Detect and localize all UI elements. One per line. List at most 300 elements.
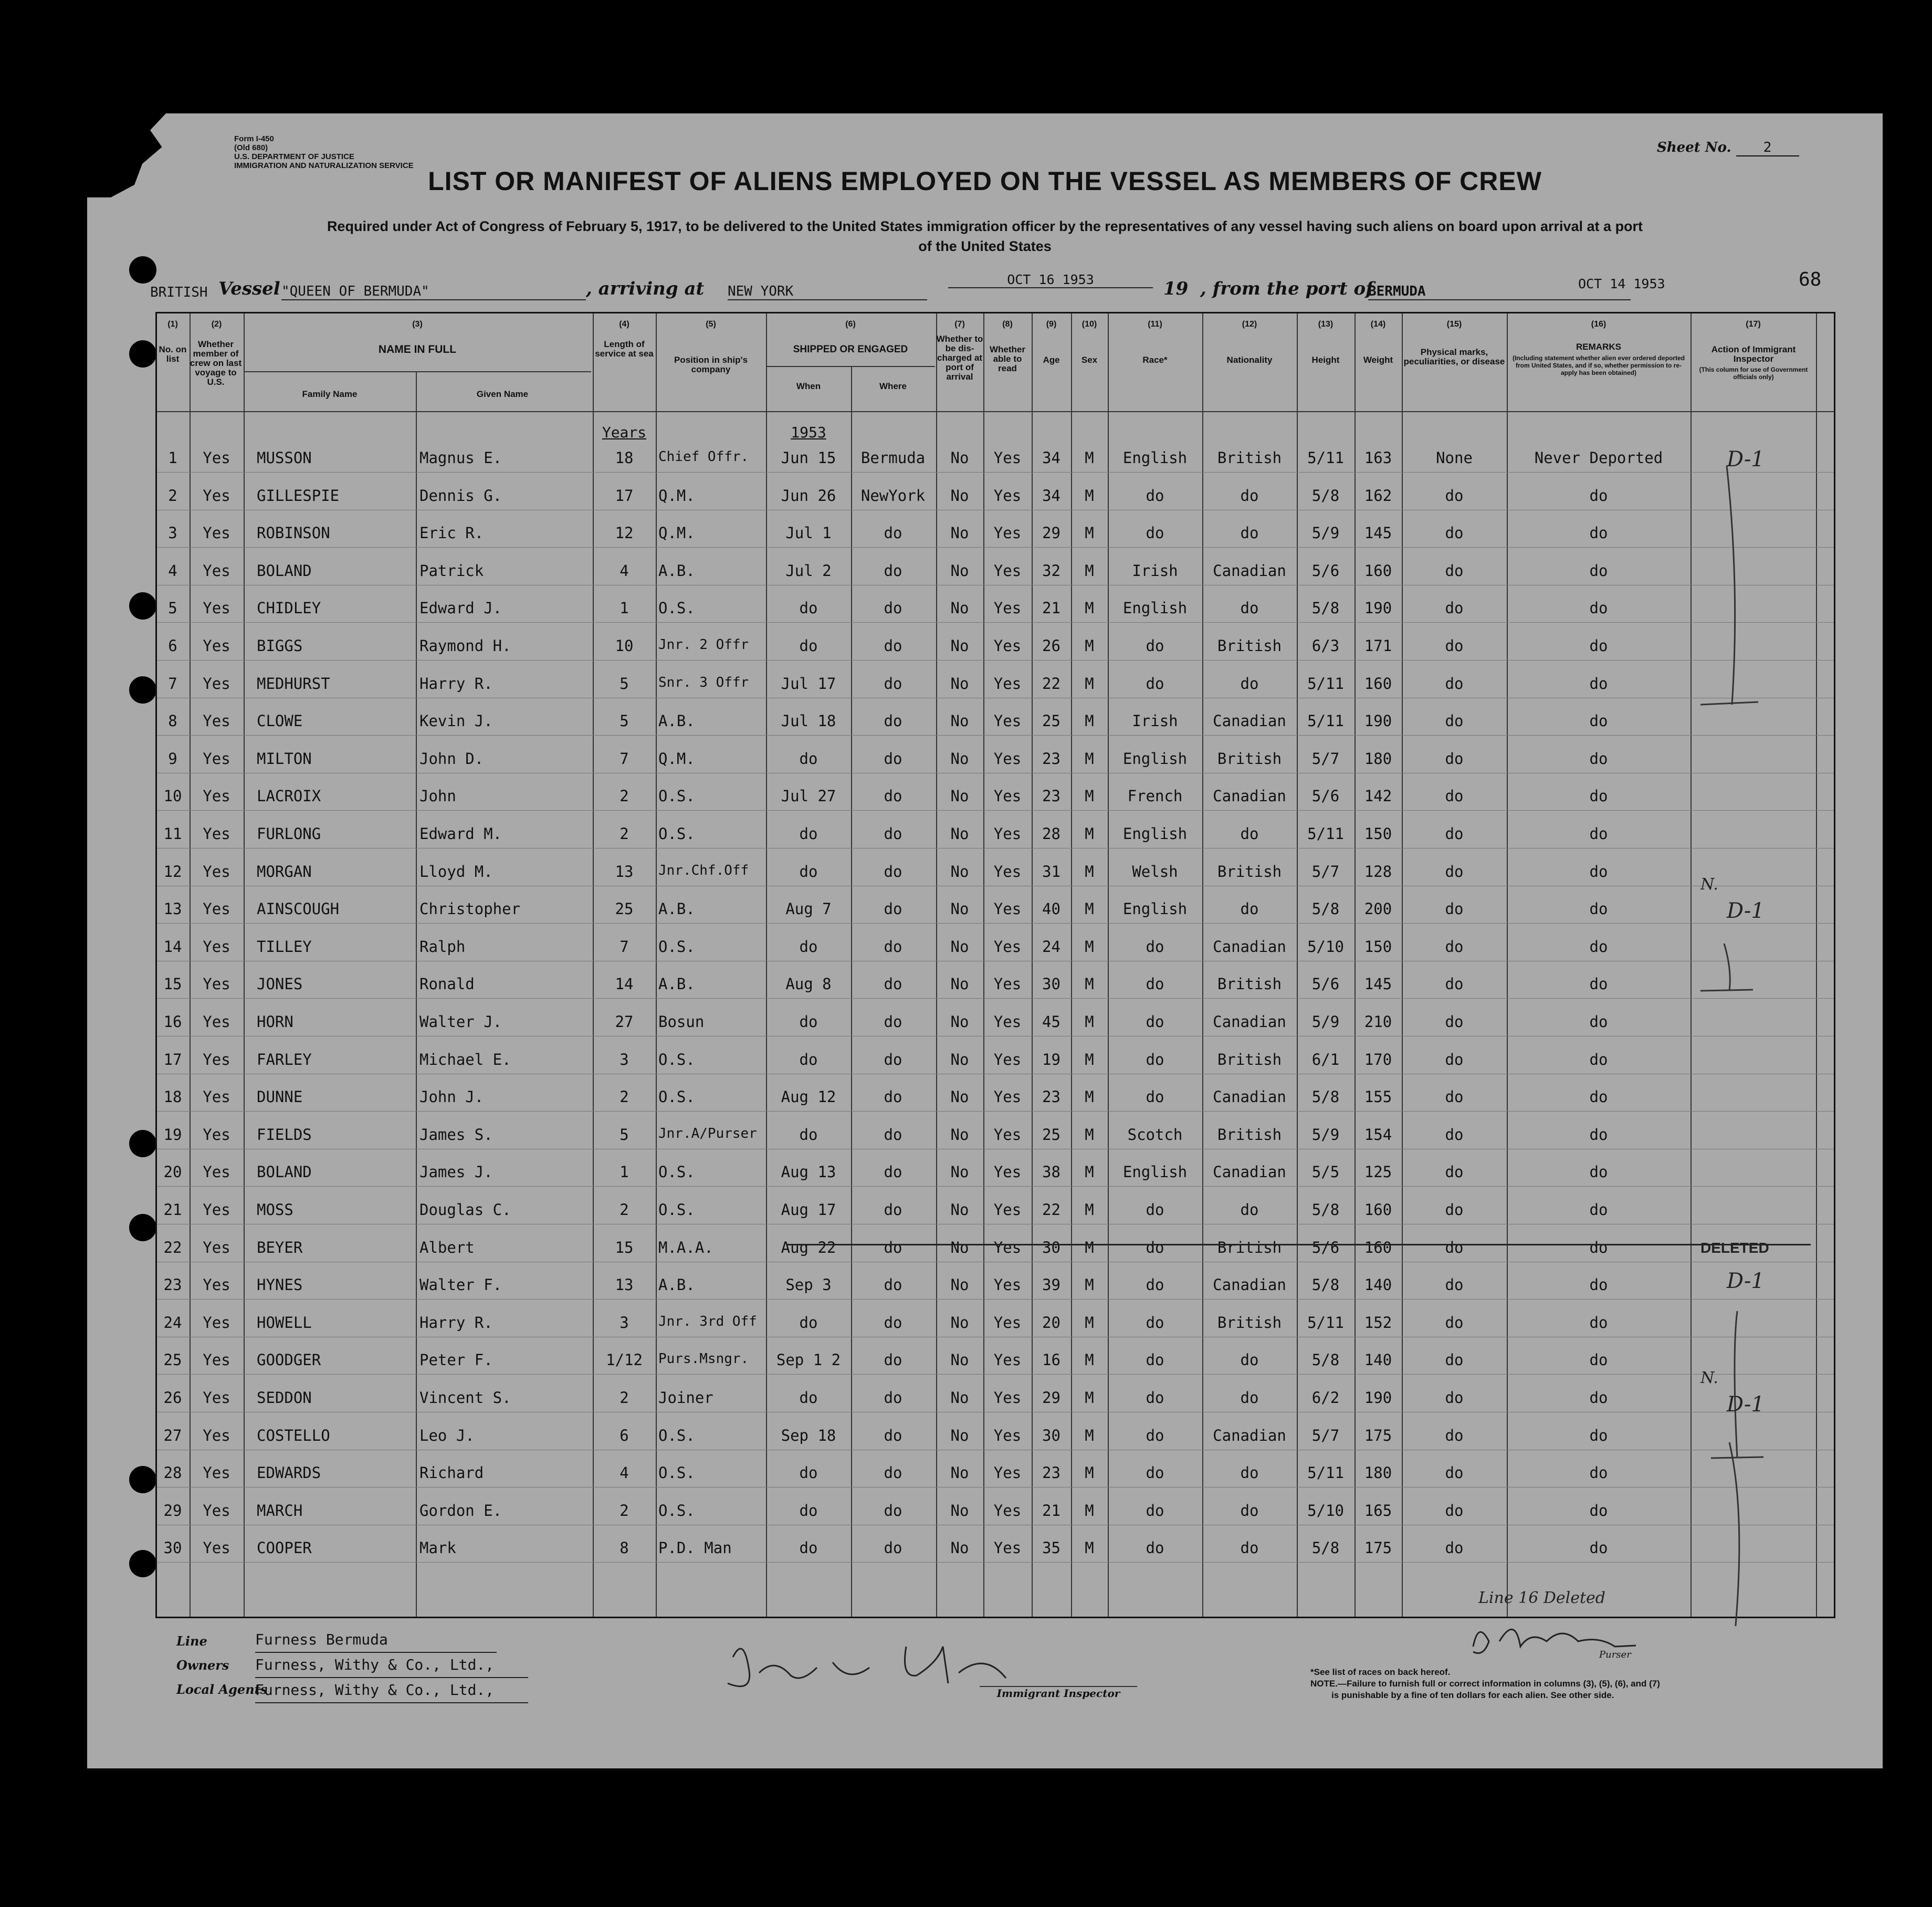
length-service: 15 xyxy=(615,1238,634,1256)
weight: 125 xyxy=(1364,1163,1392,1181)
sex: M xyxy=(1085,937,1094,956)
to-be-discharged: No xyxy=(950,1313,969,1332)
able-to-read: Yes xyxy=(993,1389,1022,1407)
column-number: (17) xyxy=(1746,320,1761,329)
nationality: Canadian xyxy=(1213,1163,1286,1181)
length-service: 2 xyxy=(620,787,629,805)
physical-marks: do xyxy=(1445,1351,1464,1369)
length-service: 18 xyxy=(615,449,634,467)
shipped-where: NewYork xyxy=(860,486,926,505)
age: 22 xyxy=(1042,1201,1060,1219)
shipped-when: do xyxy=(799,1313,818,1332)
weight: 170 xyxy=(1364,1050,1392,1068)
punch-hole xyxy=(129,592,156,620)
nationality: Canadian xyxy=(1213,712,1286,730)
race: do xyxy=(1146,1276,1164,1294)
family-name: COSTELLO xyxy=(257,1426,330,1444)
shipped-when: do xyxy=(799,1389,818,1407)
column-line xyxy=(936,313,937,1617)
sheet-number xyxy=(1657,140,1799,156)
last-voyage: Yes xyxy=(203,1050,230,1068)
height: 5/5 xyxy=(1311,1163,1340,1181)
shipped-when: do xyxy=(799,825,818,843)
nationality: British xyxy=(1217,975,1282,993)
year-label: 19 xyxy=(1163,278,1189,299)
shipped-where: do xyxy=(884,1013,902,1031)
last-voyage: Yes xyxy=(203,599,230,617)
physical-marks: do xyxy=(1445,1539,1464,1557)
race: do xyxy=(1146,486,1164,505)
remarks: do xyxy=(1589,1088,1608,1106)
column-number: (12) xyxy=(1242,320,1257,329)
length-service: 27 xyxy=(615,1013,634,1031)
length-service: 2 xyxy=(620,1501,629,1520)
length-service: 2 xyxy=(620,1201,629,1219)
row-number: 20 xyxy=(163,1163,182,1181)
arrival-date-stamp: OCT 16 1953 xyxy=(948,272,1153,288)
height: 5/6 xyxy=(1311,561,1340,580)
remarks: do xyxy=(1589,674,1608,693)
physical-marks: do xyxy=(1445,1313,1464,1332)
column-number: (10) xyxy=(1082,320,1097,329)
weight: 180 xyxy=(1364,749,1392,768)
physical-marks: do xyxy=(1445,1125,1464,1144)
weight: 175 xyxy=(1364,1539,1392,1557)
race: Irish xyxy=(1132,561,1178,580)
inspector-mark-n: N. xyxy=(1700,1369,1718,1387)
length-service: 7 xyxy=(620,937,629,956)
length-service: 3 xyxy=(620,1313,629,1332)
weight: 162 xyxy=(1364,486,1392,505)
nationality: do xyxy=(1240,1464,1259,1482)
age: 16 xyxy=(1042,1351,1060,1369)
length-service: 13 xyxy=(615,1276,634,1294)
shipped-where: do xyxy=(884,937,902,956)
last-voyage: Yes xyxy=(203,749,230,768)
height: 5/11 xyxy=(1307,712,1344,730)
age: 26 xyxy=(1042,637,1060,655)
family-name: GOODGER xyxy=(257,1351,321,1369)
shipped-where: do xyxy=(884,712,902,730)
given-name: Albert xyxy=(419,1238,475,1256)
to-be-discharged: No xyxy=(950,1464,969,1482)
race: do xyxy=(1146,1313,1164,1332)
shipped-where: do xyxy=(884,1389,902,1407)
remarks: do xyxy=(1589,900,1608,918)
nationality: Canadian xyxy=(1213,937,1286,956)
page-title: LIST OR MANIFEST OF ALIENS EMPLOYED ON THE VESSEL AS MEMBERS OF CREW xyxy=(428,166,1542,196)
length-service: 17 xyxy=(615,486,634,505)
nationality: British xyxy=(1217,1050,1282,1068)
row-number: 26 xyxy=(163,1389,182,1407)
able-to-read: Yes xyxy=(993,937,1022,956)
position: Purs.Msngr. xyxy=(658,1351,749,1367)
height: 6/3 xyxy=(1311,637,1340,655)
position: A.B. xyxy=(658,900,695,918)
physical-marks: do xyxy=(1445,1050,1464,1068)
inspector-mark-d1: D-1 xyxy=(1727,899,1765,923)
footer-notes xyxy=(1310,1667,1660,1701)
row-rule xyxy=(157,660,1834,661)
remarks: do xyxy=(1589,749,1608,768)
position: Q.M. xyxy=(658,486,695,505)
race: Irish xyxy=(1132,712,1178,730)
position: O.S. xyxy=(658,1088,695,1106)
remarks: do xyxy=(1589,787,1608,805)
given-name: Michael E. xyxy=(419,1050,511,1068)
row-number: 23 xyxy=(163,1276,182,1294)
to-be-discharged: No xyxy=(950,524,969,542)
height: 5/9 xyxy=(1311,1125,1340,1144)
last-voyage: Yes xyxy=(203,900,230,918)
shipped-when: do xyxy=(799,1050,818,1068)
header-given-name: Given Name xyxy=(476,389,529,399)
nationality: do xyxy=(1240,486,1259,505)
to-be-discharged: No xyxy=(950,1389,969,1407)
remarks: do xyxy=(1589,1013,1608,1031)
shipped-where: do xyxy=(884,787,902,805)
physical-marks: do xyxy=(1445,1276,1464,1294)
nationality: British xyxy=(1217,1313,1282,1332)
header-action: Action of Immigrant Inspector xyxy=(1711,344,1796,364)
length-service: 13 xyxy=(615,862,634,881)
physical-marks: do xyxy=(1445,1088,1464,1106)
race: do xyxy=(1146,1539,1164,1557)
column-line xyxy=(1071,313,1072,1617)
header-shipped: SHIPPED OR ENGAGED xyxy=(793,344,908,355)
sex: M xyxy=(1085,1539,1094,1557)
column-line xyxy=(1507,313,1508,1617)
length-service: 5 xyxy=(620,712,629,730)
height: 5/10 xyxy=(1307,1501,1344,1520)
nationality: British xyxy=(1217,449,1282,467)
header-family-name: Family Name xyxy=(302,389,358,399)
age: 25 xyxy=(1042,712,1060,730)
height: 5/11 xyxy=(1307,1313,1344,1332)
weight: 140 xyxy=(1364,1351,1392,1369)
position: O.S. xyxy=(658,1201,695,1219)
local-agents-label: Local Agents xyxy=(176,1682,268,1697)
length-service: 10 xyxy=(615,637,634,655)
row-number: 3 xyxy=(168,524,177,542)
inspector-mark-d1: D-1 xyxy=(1727,1392,1765,1417)
last-voyage: Yes xyxy=(203,937,230,956)
row-number: 28 xyxy=(163,1464,182,1482)
race: do xyxy=(1146,524,1164,542)
column-number: (13) xyxy=(1318,320,1334,329)
row-rule xyxy=(157,1374,1834,1375)
length-service: 3 xyxy=(620,1050,629,1068)
age: 23 xyxy=(1042,1088,1060,1106)
column-number: (1) xyxy=(167,320,178,329)
column-line xyxy=(1402,313,1403,1617)
position: O.S. xyxy=(658,1426,695,1444)
to-be-discharged: No xyxy=(950,599,969,617)
given-name: Vincent S. xyxy=(419,1389,511,1407)
last-voyage: Yes xyxy=(203,825,230,843)
header-action-sub: (This column for use of Government officials only) xyxy=(1699,366,1808,381)
race: do xyxy=(1146,1501,1164,1520)
race: English xyxy=(1122,749,1188,768)
able-to-read: Yes xyxy=(993,1313,1022,1332)
owners-value: Furness, Withy & Co., Ltd., xyxy=(255,1653,528,1678)
length-service: 5 xyxy=(620,674,629,693)
header-remarks-sub: (Including statement whether alien ever ordered deported from United States, and if so, whether permission to re-apply has been obtained) xyxy=(1512,354,1685,376)
race: do xyxy=(1146,1013,1164,1031)
shipped-where: do xyxy=(884,825,902,843)
able-to-read: Yes xyxy=(993,1351,1022,1369)
nationality: do xyxy=(1240,1201,1259,1219)
age: 29 xyxy=(1042,524,1060,542)
nationality: do xyxy=(1240,900,1259,918)
column-number: (9) xyxy=(1046,320,1057,329)
to-be-discharged: No xyxy=(950,1426,969,1444)
footer-values xyxy=(255,1628,528,1703)
able-to-read: Yes xyxy=(993,486,1022,505)
last-voyage: Yes xyxy=(203,561,230,580)
height: 5/8 xyxy=(1311,900,1340,918)
nationality: Canadian xyxy=(1213,1088,1286,1106)
able-to-read: Yes xyxy=(993,524,1022,542)
subtitle-line-2: of the United States xyxy=(918,238,1052,254)
physical-marks: do xyxy=(1445,1426,1464,1444)
shipped-when: Aug 12 xyxy=(781,1088,836,1106)
row-rule xyxy=(157,923,1834,924)
remarks: do xyxy=(1589,1501,1608,1520)
physical-marks: do xyxy=(1445,1163,1464,1181)
purser-label: Purser xyxy=(1599,1649,1631,1660)
last-voyage: Yes xyxy=(203,862,230,881)
to-be-discharged: No xyxy=(950,1125,969,1144)
physical-marks: do xyxy=(1445,1013,1464,1031)
height: 5/9 xyxy=(1311,1013,1340,1031)
shipped-where: do xyxy=(884,674,902,693)
height: 5/8 xyxy=(1311,1088,1340,1106)
able-to-read: Yes xyxy=(993,561,1022,580)
family-name: MORGAN xyxy=(257,862,312,881)
height: 5/6 xyxy=(1311,787,1340,805)
punch-hole xyxy=(129,1130,156,1157)
nationality: do xyxy=(1240,1501,1259,1520)
physical-marks: do xyxy=(1445,937,1464,956)
row-number: 13 xyxy=(163,900,182,918)
given-name: Douglas C. xyxy=(419,1201,511,1219)
to-be-discharged: No xyxy=(950,637,969,655)
age: 20 xyxy=(1042,1313,1060,1332)
sex: M xyxy=(1085,599,1094,617)
last-voyage: Yes xyxy=(203,1125,230,1144)
physical-marks: do xyxy=(1445,674,1464,693)
header-race: Race* xyxy=(1142,355,1168,365)
nationality: do xyxy=(1240,1539,1259,1557)
row-number: 15 xyxy=(163,975,182,993)
family-name: TILLEY xyxy=(257,937,312,956)
weight: 140 xyxy=(1364,1276,1392,1294)
family-name: MARCH xyxy=(257,1501,303,1520)
height: 5/6 xyxy=(1311,1238,1340,1256)
sex: M xyxy=(1085,561,1094,580)
row-rule xyxy=(157,998,1834,999)
physical-marks: do xyxy=(1445,1464,1464,1482)
position: Chief Offr. xyxy=(658,449,749,465)
remarks: do xyxy=(1589,1539,1608,1557)
able-to-read: Yes xyxy=(993,1276,1022,1294)
age: 35 xyxy=(1042,1539,1060,1557)
age: 21 xyxy=(1042,599,1060,617)
row-rule xyxy=(157,622,1834,623)
given-name: John xyxy=(419,787,456,805)
last-voyage: Yes xyxy=(203,674,230,693)
strike-line-row-16 xyxy=(787,1244,1811,1245)
position: Jnr. 3rd Off xyxy=(658,1313,757,1329)
shipped-where: do xyxy=(884,1276,902,1294)
able-to-read: Yes xyxy=(993,712,1022,730)
shipped-where: do xyxy=(884,1201,902,1219)
shipped-where: do xyxy=(884,1426,902,1444)
crew-table xyxy=(155,312,1835,1618)
form-number: Form I-450 xyxy=(234,134,274,143)
age: 31 xyxy=(1042,862,1060,881)
sex: M xyxy=(1085,900,1094,918)
race: English xyxy=(1122,599,1188,617)
sex: M xyxy=(1085,825,1094,843)
family-name: JONES xyxy=(257,975,303,993)
shipped-where: do xyxy=(884,524,902,542)
length-service: 2 xyxy=(620,1389,629,1407)
shipped-where: do xyxy=(884,1501,902,1520)
last-voyage: Yes xyxy=(203,524,230,542)
last-voyage: Yes xyxy=(203,1276,230,1294)
family-name: MEDHURST xyxy=(257,674,330,693)
row-number: 17 xyxy=(163,1050,182,1068)
position: Jnr.Chf.Off xyxy=(658,862,749,878)
height: 5/8 xyxy=(1311,486,1340,505)
race: do xyxy=(1146,1389,1164,1407)
last-voyage: Yes xyxy=(203,1351,230,1369)
row-rule xyxy=(157,810,1834,811)
physical-marks: do xyxy=(1445,900,1464,918)
family-name: HOWELL xyxy=(257,1313,312,1332)
given-name: Gordon E. xyxy=(419,1501,502,1520)
position: Bosun xyxy=(658,1013,705,1031)
able-to-read: Yes xyxy=(993,637,1022,655)
able-to-read: Yes xyxy=(993,1125,1022,1144)
header-position: Position in ship's company xyxy=(674,355,748,374)
deleted-stamp: DELETED xyxy=(1700,1240,1769,1256)
race: do xyxy=(1146,1088,1164,1106)
row-number: 10 xyxy=(163,787,182,805)
weight: 142 xyxy=(1364,787,1392,805)
race: do xyxy=(1146,1464,1164,1482)
last-voyage: Yes xyxy=(203,1426,230,1444)
shipped-when: Aug 22 xyxy=(781,1238,836,1256)
form-identifier xyxy=(234,134,414,170)
family-name: DUNNE xyxy=(257,1088,303,1106)
year-1953: 1953 xyxy=(791,424,826,441)
nationality: do xyxy=(1240,524,1259,542)
able-to-read: Yes xyxy=(993,975,1022,993)
age: 25 xyxy=(1042,1125,1060,1144)
family-name: CHIDLEY xyxy=(257,599,321,617)
sheet-value: 2 xyxy=(1736,140,1799,156)
family-name: MOSS xyxy=(257,1201,293,1219)
remarks: do xyxy=(1589,1464,1608,1482)
row-number: 16 xyxy=(163,1013,182,1031)
row-rule xyxy=(157,1186,1834,1187)
length-service: 1 xyxy=(620,599,629,617)
height: 5/8 xyxy=(1311,599,1340,617)
given-name: Mark xyxy=(419,1539,456,1557)
age: 21 xyxy=(1042,1501,1060,1520)
shipped-when: Aug 8 xyxy=(785,975,832,993)
able-to-read: Yes xyxy=(993,1238,1022,1256)
able-to-read: Yes xyxy=(993,1050,1022,1068)
shipped-where: do xyxy=(884,1050,902,1068)
column-line xyxy=(190,313,191,1617)
sex: M xyxy=(1085,1426,1094,1444)
given-name: Edward J. xyxy=(419,599,502,617)
sex: M xyxy=(1085,449,1094,467)
nationality: British xyxy=(1217,637,1282,655)
weight: 180 xyxy=(1364,1464,1392,1482)
length-service: 14 xyxy=(615,975,634,993)
remarks: do xyxy=(1589,825,1608,843)
to-be-discharged: No xyxy=(950,712,969,730)
last-voyage: Yes xyxy=(203,486,230,505)
punch-hole xyxy=(129,340,156,368)
physical-marks: do xyxy=(1445,1238,1464,1256)
nationality: do xyxy=(1240,599,1259,617)
able-to-read: Yes xyxy=(993,1426,1022,1444)
inspector-label: Immigrant Inspector xyxy=(980,1686,1137,1700)
given-name: John J. xyxy=(419,1088,484,1106)
age: 45 xyxy=(1042,1013,1060,1031)
row-number: 30 xyxy=(163,1539,182,1557)
to-be-discharged: No xyxy=(950,1539,969,1557)
position: Jnr. 2 Offr xyxy=(658,637,749,653)
height: 5/7 xyxy=(1311,862,1340,881)
remarks: do xyxy=(1589,561,1608,580)
shipped-when: Jun 15 xyxy=(781,449,836,467)
row-rule xyxy=(157,735,1834,736)
sex: M xyxy=(1085,524,1094,542)
physical-marks: do xyxy=(1445,1501,1464,1520)
race: do xyxy=(1146,637,1164,655)
given-name: Dennis G. xyxy=(419,486,502,505)
able-to-read: Yes xyxy=(993,787,1022,805)
able-to-read: Yes xyxy=(993,674,1022,693)
length-service: 6 xyxy=(620,1426,629,1444)
weight: 160 xyxy=(1364,674,1392,693)
race: French xyxy=(1127,787,1183,805)
to-be-discharged: No xyxy=(950,787,969,805)
weight: 163 xyxy=(1364,449,1392,467)
column-number: (4) xyxy=(619,320,629,329)
column-number: (6) xyxy=(845,320,856,329)
shipped-when: do xyxy=(799,749,818,768)
header-when: When xyxy=(796,381,821,391)
row-rule xyxy=(157,1562,1834,1563)
to-be-discharged: No xyxy=(950,825,969,843)
family-name: FARLEY xyxy=(257,1050,312,1068)
shipped-when: do xyxy=(799,637,818,655)
age: 30 xyxy=(1042,1426,1060,1444)
position: O.S. xyxy=(658,1464,695,1482)
position: Q.M. xyxy=(658,749,695,768)
age: 34 xyxy=(1042,486,1060,505)
family-name: EDWARDS xyxy=(257,1464,321,1482)
shipped-where: do xyxy=(884,975,902,993)
